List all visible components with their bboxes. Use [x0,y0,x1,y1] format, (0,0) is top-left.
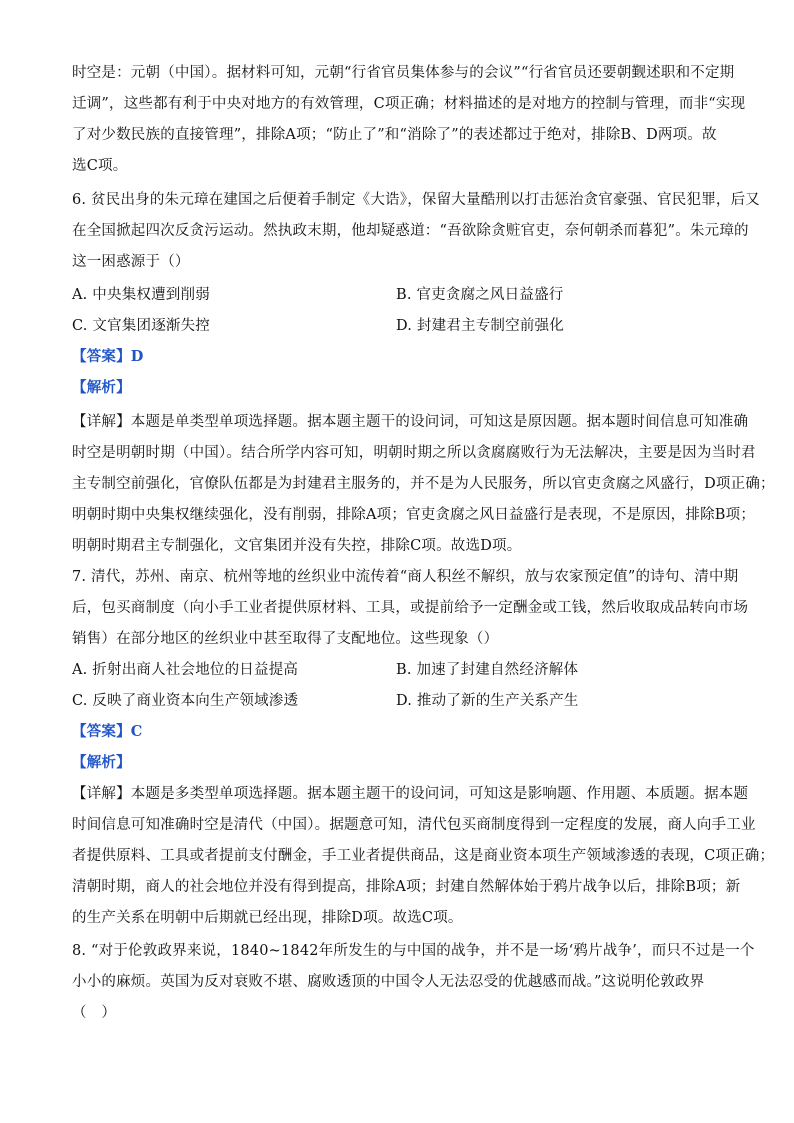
explanation-line: 者提供原料、工具或者提前支付酬金，手工业者提供商品，这是商业资本项生产领域渗透的表现，C项正确； [72,848,775,864]
option-a: A. 折射出商人社会地位的日益提高 [72,662,299,678]
answer-label: 【答案】C [72,723,143,740]
explanation-line: 清朝时期，商人的社会地位并没有得到提高，排除A项；封建自然解体始于鸦片战争以后，排除B项；新 [72,879,741,895]
text-line: 了对少数民族的直接管理”，排除A项；“防止了”和“消除了”的表述都过于绝对，排除B、D两项。故 [72,127,717,143]
explanation-line: 时间信息可知准确时空是清代（中国）。据题意可知，清代包买商制度得到一定程度的发展，商人向手工业 [72,817,756,833]
analysis-label: 【解析】 [72,754,131,771]
text-line: 迁调”，这些都有利于中央对地方的有效管理，C项正确；材料描述的是对地方的控制与管理，而非“实现 [72,96,746,112]
question-7-stem: 销售）在部分地区的丝织业中甚至取得了支配地位。这些现象（） [72,631,499,647]
explanation-line: 主专制空前强化，官僚队伍都是为封建君主服务的，并不是为人民服务，所以官吏贪腐之风盛行，D项正确； [72,476,775,492]
question-6-stem: 6. 贫民出身的朱元璋在建国之后便着手制定《大诰》，保留大量酷刑以打击惩治贪官豪强、官民犯罪，后又 [72,192,760,208]
explanation-line: 明朝时期中央集权继续强化，没有削弱，排除A项；官吏贪腐之风日益盛行是表现，不是原因，排除B项； [72,507,756,523]
option-d: D. 推动了新的生产关系产生 [396,693,579,709]
question-8-stem: 8. “对于伦敦政界来说，1840~1842年所发生的与中国的战争，并不是一场‘鸦片战争’，而只不过是一个 [72,943,755,959]
answer-label: 【答案】D [72,348,144,365]
text-line: 选C项。 [72,158,128,174]
analysis-label: 【解析】 [72,379,131,396]
question-8-stem: 小小的麻烦。英国为反对衰败不堪、腐败透顶的中国令人无法忍受的优越感而战。”这说明伦敦政界 [72,974,705,990]
question-8-stem: （ ） [72,1005,117,1021]
question-6-stem: 在全国掀起四次反贪污运动。然执政末期，他却疑惑道：“吾欲除贪赃官吏，奈何朝杀而暮犯”。朱元璋的 [72,223,749,239]
explanation-line: 的生产关系在明朝中后期就已经出现，排除D项。故选C项。 [72,910,463,926]
option-b: B. 官吏贪腐之风日益盛行 [396,287,564,303]
text-line: 时空是：元朝（中国）。据材料可知，元朝“行省官员集体参与的会议”“行省官员还要朝觐述职和不定期 [72,65,735,81]
question-7-stem: 7. 清代，苏州、南京、杭州等地的丝织业中流传着“商人积丝不解织，放与农家预定值”的诗句、清中期 [72,569,739,585]
question-7-stem: 后，包买商制度（向小手工业者提供原材料、工具，或提前给予一定酬金或工钱，然后收取成品转向市场 [72,600,749,616]
option-a: A. 中央集权遭到削弱 [72,287,210,303]
option-c: C. 文官集团逐渐失控 [72,318,210,334]
question-6-stem: 这一困惑源于（） [72,254,190,270]
option-d: D. 封建君主专制空前强化 [396,318,564,334]
option-c: C. 反映了商业资本向生产领域渗透 [72,693,299,709]
explanation-line: 【详解】本题是多类型单项选择题。据本题主题干的设问词，可知这是影响题、作用题、本质题。据本题 [72,786,749,802]
explanation-line: 时空是明朝时期（中国）。结合所学内容可知，明朝时期之所以贪腐腐败行为无法解决，主要是因为当时君 [72,445,756,461]
explanation-line: 明朝时期君主专制强化，文官集团并没有失控，排除C项。故选D项。 [72,538,522,554]
option-b: B. 加速了封建自然经济解体 [396,662,579,678]
explanation-line: 【详解】本题是单类型单项选择题。据本题主题干的设问词，可知这是原因题。据本题时间信息可知准确 [72,414,749,430]
